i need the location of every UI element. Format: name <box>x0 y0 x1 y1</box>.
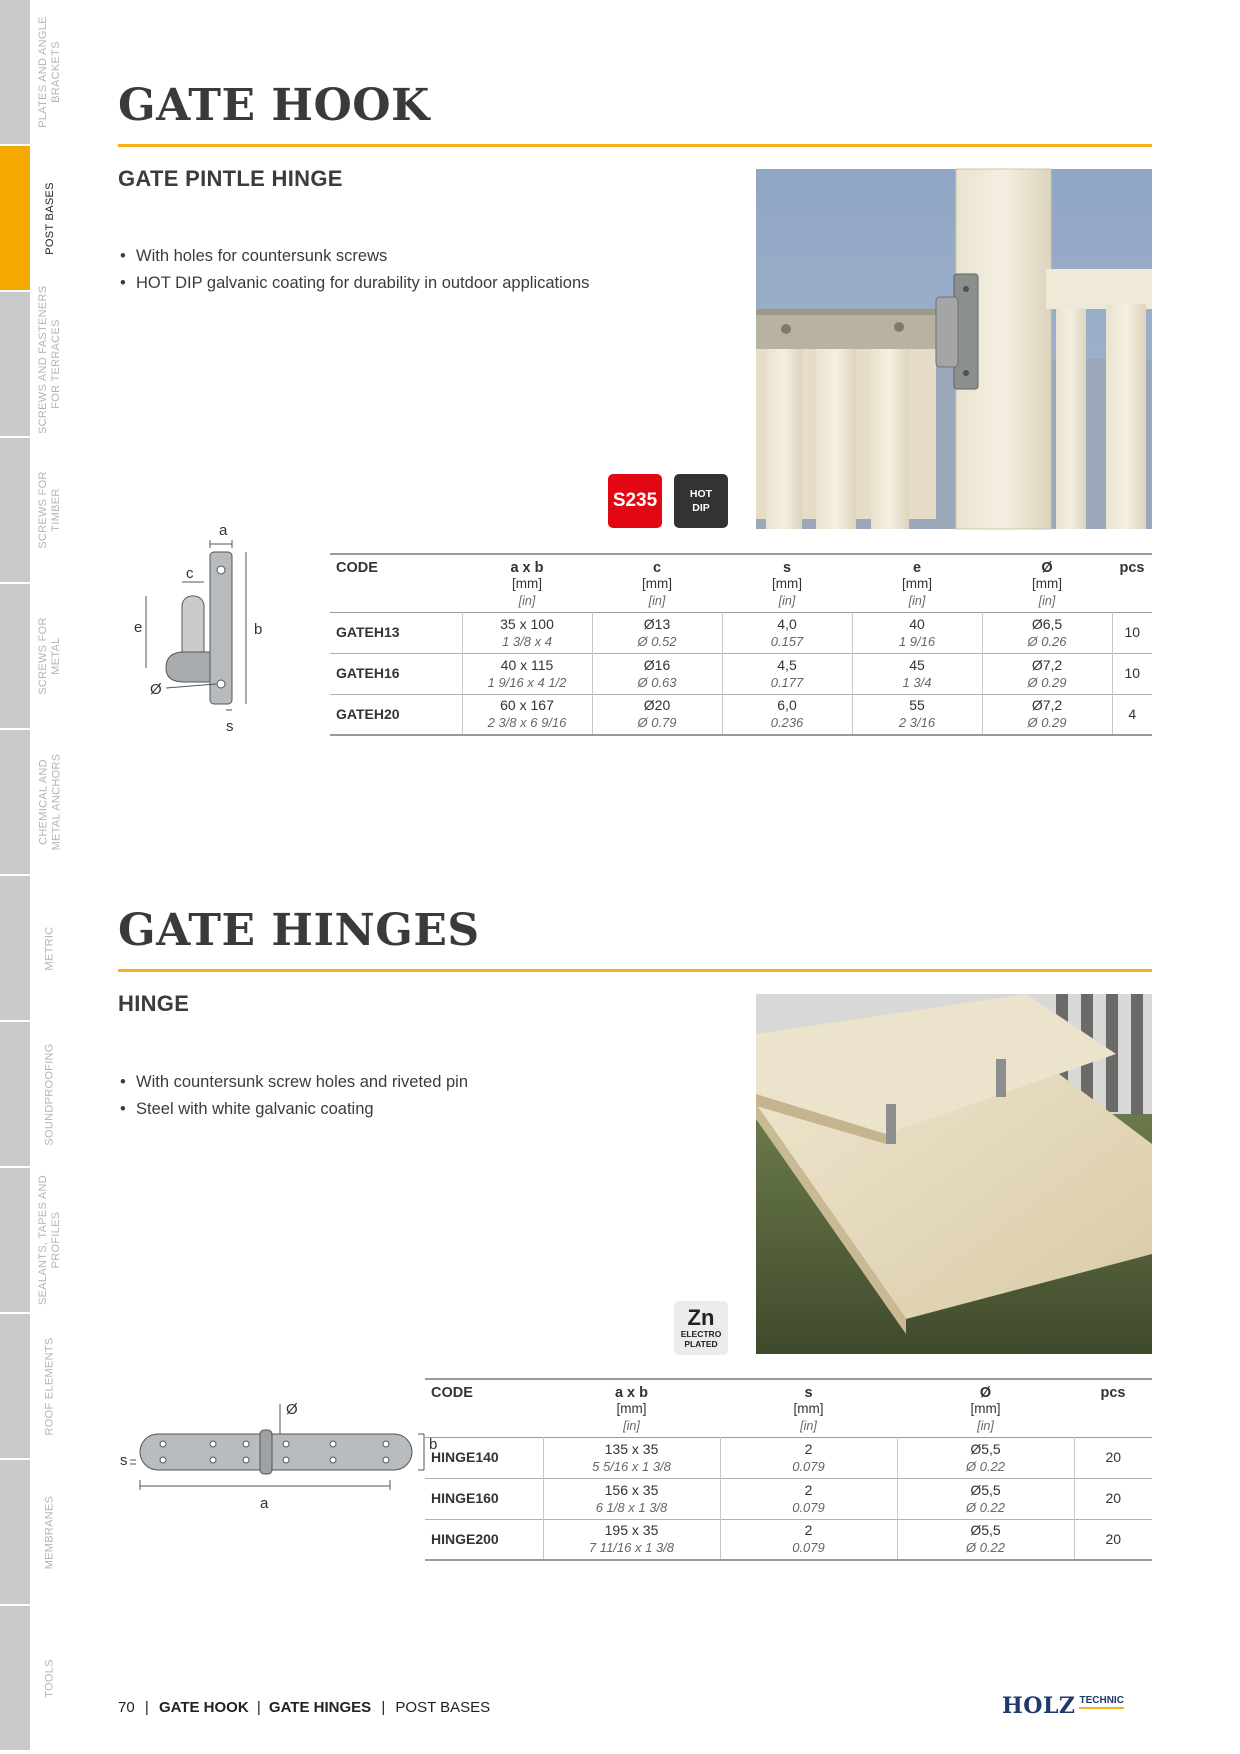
unit-in: [in] <box>778 594 796 608</box>
side-tab-label: MEMBRANES <box>43 1495 56 1569</box>
value-cell: 6,0 0.236 <box>722 694 852 735</box>
side-tab[interactable] <box>0 1460 70 1606</box>
unit-mm: [mm] <box>902 576 932 591</box>
badge-line: HOT <box>689 488 713 500</box>
unit-in: [in] <box>1038 594 1056 608</box>
side-tab-marker <box>0 1460 30 1604</box>
unit-mm: [mm] <box>512 576 542 591</box>
side-tab-marker <box>0 438 30 582</box>
unit-mm: [mm] <box>1032 576 1062 591</box>
side-tab-label: SCREWS FOR TIMBER <box>37 471 62 549</box>
dimension-label-b: b <box>429 1436 438 1453</box>
unit-in: [in] <box>648 594 666 608</box>
section-title-gate-hook: GATE HOOK <box>118 80 430 131</box>
hinge-spec-table <box>425 1378 1152 1561</box>
column-header-code: CODE <box>431 1385 473 1401</box>
section-divider <box>118 969 1152 972</box>
side-tab-marker <box>0 146 30 290</box>
s235-steel-badge: S235 <box>608 474 662 528</box>
unit-in: [in] <box>623 1419 640 1433</box>
column-header-s: s <box>804 1385 813 1401</box>
value-cell: 2 0.079 <box>720 1478 897 1519</box>
side-tab-marker <box>0 1022 30 1166</box>
column-header-e: e <box>912 560 922 576</box>
value-cell: 60 x 167 2 3/8 x 6 9/16 <box>462 694 592 735</box>
zn-symbol: Zn <box>687 1305 715 1330</box>
pcs-cell: 20 <box>1074 1478 1152 1519</box>
section-divider <box>118 144 1152 147</box>
value-cell: 2 0.079 <box>720 1519 897 1560</box>
gate-hook-spec-table <box>330 553 1152 736</box>
side-tab-label: SEALANTS, TAPES AND PROFILES <box>37 1174 63 1306</box>
code-cell: HINGE200 <box>431 1530 499 1547</box>
brand-name: HOLZ <box>1002 1693 1076 1719</box>
value-cell: Ø7,2 Ø 0.29 <box>982 694 1112 735</box>
badge-line: ELECTRO <box>680 1329 722 1339</box>
page-footer <box>118 1699 490 1716</box>
feature-item: • Steel with white galvanic coating <box>120 1096 468 1123</box>
page-number: 70 <box>118 1699 135 1716</box>
column-header-pcs: pcs <box>1119 560 1145 576</box>
value-cell: 195 x 35 7 11/16 x 1 3/8 <box>543 1519 720 1560</box>
subtitle-hinge: HINGE <box>118 991 190 1016</box>
side-tab[interactable] <box>0 584 70 730</box>
unit-mm: [mm] <box>970 1401 1001 1416</box>
side-tab-label: SOUNDPROOFING <box>43 1042 56 1146</box>
side-tab-label: SCREWS FOR METAL <box>37 617 62 695</box>
column-header-c: c <box>652 560 662 576</box>
table-row <box>425 1519 1152 1560</box>
unit-in: [in] <box>977 1419 994 1433</box>
value-cell: Ø5,5 Ø 0.22 <box>897 1519 1074 1560</box>
unit-mm: [mm] <box>616 1401 647 1416</box>
footer-separator: | <box>256 1699 261 1716</box>
code-cell: GATEH13 <box>336 624 400 640</box>
value-cell: Ø13 Ø 0.52 <box>592 612 722 653</box>
feature-item: • With countersunk screw holes and riveted pin <box>120 1069 468 1096</box>
table-row <box>330 694 1152 735</box>
pcs-cell: 4 <box>1112 694 1152 735</box>
value-cell: 2 0.079 <box>720 1437 897 1478</box>
side-tab-marker <box>0 1606 30 1750</box>
unit-mm: [mm] <box>772 576 802 591</box>
unit-in: [in] <box>518 594 536 608</box>
pcs-cell: 20 <box>1074 1519 1152 1560</box>
electro-plated-badge <box>674 1301 728 1355</box>
side-tab-marker <box>0 876 30 1020</box>
value-cell: 35 x 100 1 3/8 x 4 <box>462 612 592 653</box>
dimension-label-s: s <box>226 718 234 735</box>
value-cell: 4,0 0.157 <box>722 612 852 653</box>
side-tab-label: CHEMICAL AND METAL ANCHORS <box>37 753 62 851</box>
footer-section-gate-hinges: GATE HINGES <box>268 1699 372 1716</box>
side-tab-label: PLATES AND ANGLE BRACKETS <box>37 16 62 128</box>
pcs-cell: 10 <box>1112 653 1152 694</box>
value-cell: Ø6,5 Ø 0.26 <box>982 612 1112 653</box>
table-row <box>425 1437 1152 1478</box>
value-cell: Ø7,2 Ø 0.29 <box>982 653 1112 694</box>
feature-item: • HOT DIP galvanic coating for durability in outdoor applications <box>120 270 589 297</box>
value-cell: Ø20 Ø 0.79 <box>592 694 722 735</box>
badge-line: PLATED <box>684 1339 718 1349</box>
section-title-gate-hinges: GATE HINGES <box>118 905 480 956</box>
value-cell: 135 x 35 5 5/16 x 1 3/8 <box>543 1437 720 1478</box>
side-tab-label: POST BASES <box>43 181 56 255</box>
gate-hook-photo <box>756 169 1152 529</box>
footer-separator: | <box>381 1699 386 1716</box>
code-cell: GATEH20 <box>336 705 400 722</box>
side-tab-marker <box>0 292 30 436</box>
dimension-label-diameter: Ø <box>286 1401 298 1418</box>
side-tab-label: SCREWS AND FASTENERS FOR TERRACES <box>37 285 62 434</box>
side-tab-marker <box>0 730 30 874</box>
dimension-label-diameter: Ø <box>150 681 162 698</box>
side-tab-label: TOOLS <box>43 1658 56 1698</box>
value-cell: 40 x 115 1 9/16 x 4 1/2 <box>462 653 592 694</box>
feature-list <box>120 243 589 297</box>
value-cell: 4,5 0.177 <box>722 653 852 694</box>
side-navigation <box>0 0 70 1754</box>
code-cell: GATEH16 <box>336 665 400 681</box>
column-header-diameter: Ø <box>979 1385 992 1401</box>
table-row <box>425 1478 1152 1519</box>
feature-list <box>120 1069 468 1123</box>
side-tab-label: ROOF ELEMENTS <box>43 1336 56 1436</box>
dimension-label-s: s <box>120 1452 128 1469</box>
side-tab-label: METRIC <box>43 926 56 970</box>
side-tab[interactable] <box>0 438 70 584</box>
value-cell: Ø16 Ø 0.63 <box>592 653 722 694</box>
unit-mm: [mm] <box>642 576 672 591</box>
side-tab[interactable] <box>0 1022 70 1168</box>
value-cell: Ø5,5 Ø 0.22 <box>897 1478 1074 1519</box>
side-tab[interactable] <box>0 0 70 146</box>
side-tab[interactable] <box>0 730 70 876</box>
side-tab[interactable] <box>0 1314 70 1460</box>
side-tab-marker <box>0 1314 30 1458</box>
table-row <box>330 653 1152 694</box>
unit-mm: [mm] <box>793 1401 824 1416</box>
column-header-pcs: pcs <box>1100 1385 1126 1401</box>
side-tab-marker <box>0 584 30 728</box>
code-cell: HINGE160 <box>431 1490 499 1506</box>
value-cell: Ø5,5 Ø 0.22 <box>897 1437 1074 1478</box>
value-cell: 45 1 3/4 <box>852 653 982 694</box>
side-tab[interactable] <box>0 146 70 292</box>
dimension-label-a: a <box>260 1495 269 1512</box>
badge-line: DIP <box>692 502 710 514</box>
dimension-label-c: c <box>186 565 194 582</box>
side-tab[interactable] <box>0 876 70 1022</box>
column-header-diameter: Ø <box>1041 560 1053 576</box>
side-tab[interactable] <box>0 1168 70 1314</box>
dimension-label-b: b <box>254 621 263 638</box>
hot-dip-badge <box>674 474 728 528</box>
feature-item: • With holes for countersunk screws <box>120 243 589 270</box>
dimension-label-a: a <box>219 522 228 539</box>
side-tab[interactable] <box>0 285 70 438</box>
hinge-photo <box>756 994 1152 1354</box>
pcs-cell: 10 <box>1112 612 1152 653</box>
value-cell: 156 x 35 6 1/8 x 1 3/8 <box>543 1478 720 1519</box>
value-cell: 55 2 3/16 <box>852 694 982 735</box>
unit-in: [in] <box>908 594 926 608</box>
brand-logo <box>1002 1693 1124 1719</box>
footer-section-gate-hook: GATE HOOK <box>158 1699 249 1716</box>
column-header-code: CODE <box>336 560 378 576</box>
code-cell: HINGE140 <box>431 1449 499 1465</box>
side-tab-marker <box>0 1168 30 1312</box>
side-tab-marker <box>0 0 30 144</box>
pcs-cell: 20 <box>1074 1437 1152 1478</box>
column-header-ab: a x b <box>510 560 544 576</box>
table-row <box>330 612 1152 653</box>
hinge-diagram <box>118 1390 438 1520</box>
value-cell: 40 1 9/16 <box>852 612 982 653</box>
footer-chapter: POST BASES <box>395 1699 491 1716</box>
column-header-s: s <box>782 560 792 576</box>
side-tab[interactable] <box>0 1606 70 1752</box>
gate-hook-diagram <box>126 520 286 742</box>
column-header-ab: a x b <box>614 1385 649 1401</box>
dimension-label-e: e <box>134 619 143 636</box>
brand-sub: TECHNIC <box>1079 1695 1123 1709</box>
subtitle-gate-pintle-hinge: GATE PINTLE HINGE <box>118 166 343 191</box>
unit-in: [in] <box>800 1419 817 1433</box>
footer-separator: | <box>144 1699 149 1716</box>
